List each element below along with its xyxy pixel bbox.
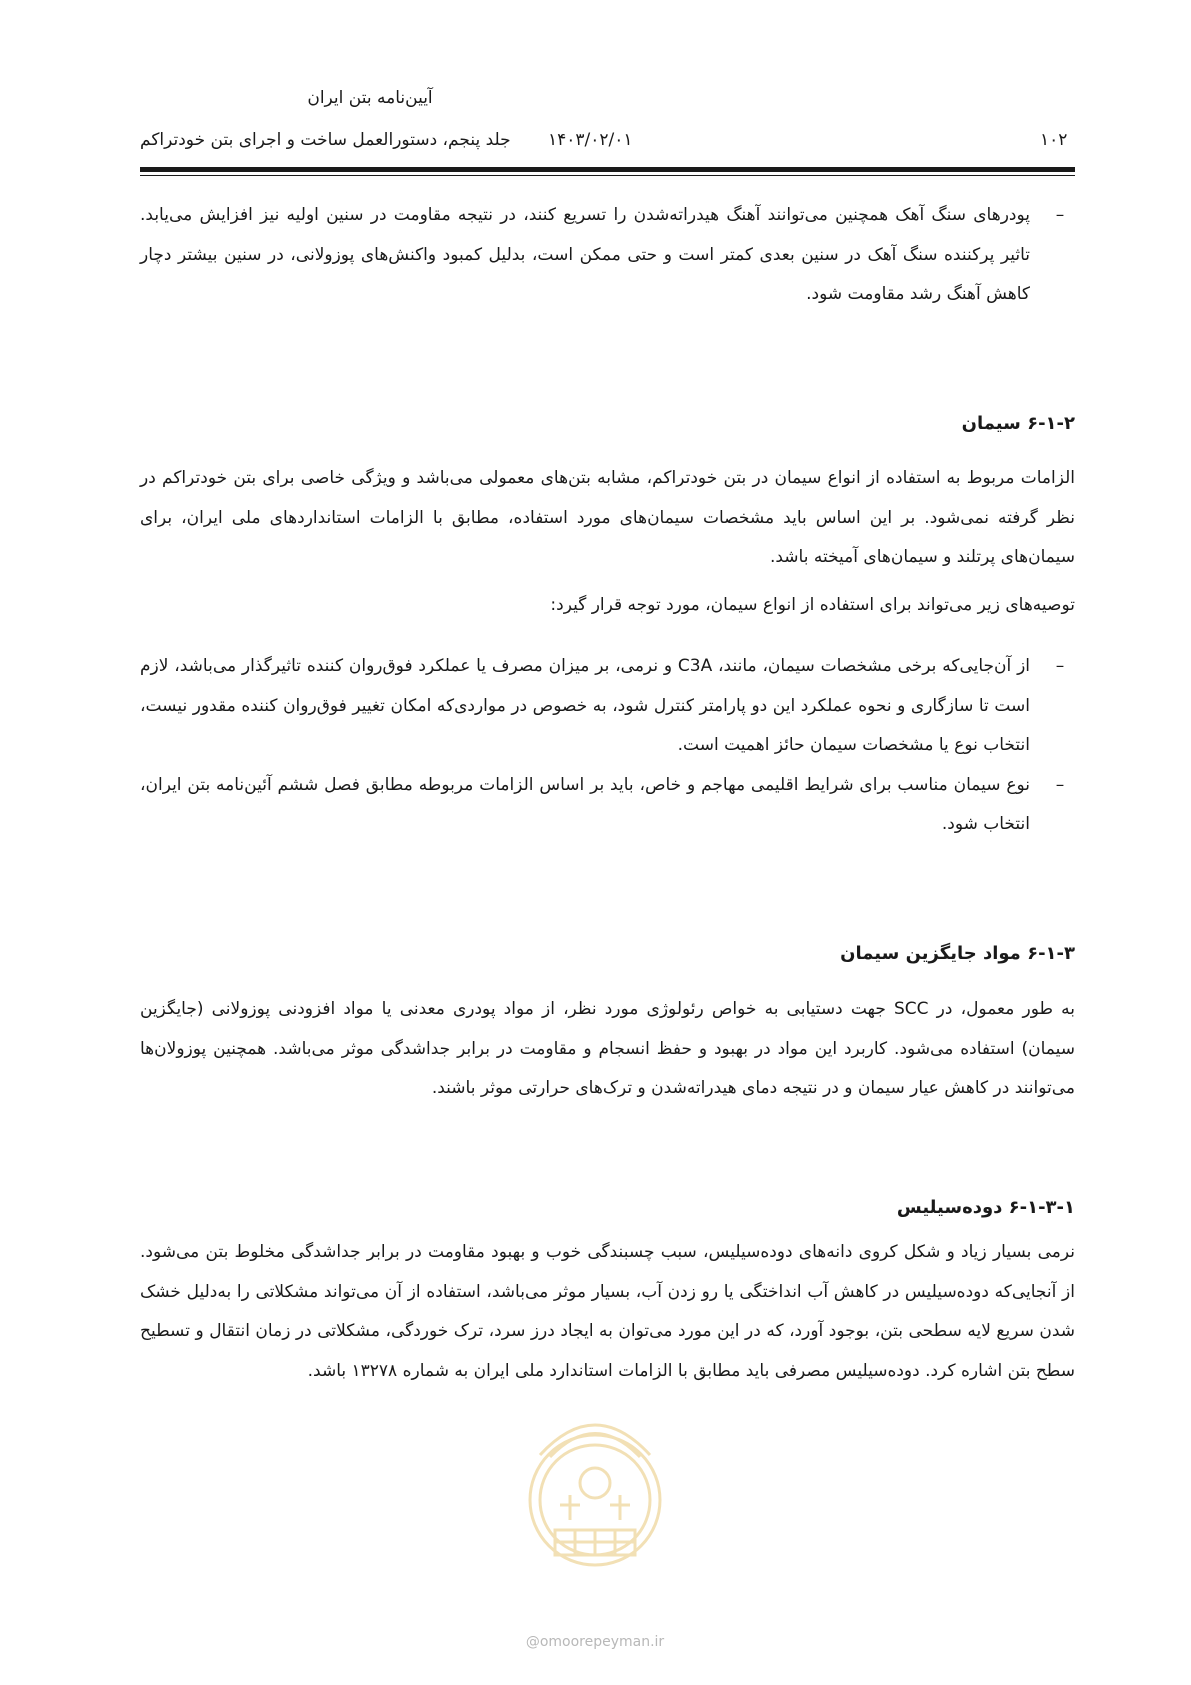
bullet-dash: – bbox=[1055, 656, 1065, 676]
cement-bullet-list bbox=[140, 647, 1075, 845]
list-item bbox=[140, 196, 1075, 315]
list-item bbox=[140, 647, 1075, 766]
header-rule-thick bbox=[140, 167, 1075, 172]
page-number: ۱۰۲ bbox=[1040, 130, 1068, 150]
bullet-text: از آن‌جایی‌که برخی مشخصات سیمان، مانند، C3A و نرمی، بر میزان مصرف یا عملکرد فوق‌روان کننده تاثیرگذار می‌باشد، لازم است تا سازگاری و نحوه عملکرد این دو پارامتر کنترل شود، به خصوص در مواردی‌که امکان تغییر فوق‌روان کننده مقدور نیست، انتخاب نوع یا مشخصات سیمان حائز اهمیت است. bbox=[140, 656, 1030, 755]
cement-paragraph: الزامات مربوط به استفاده از انواع سیمان در بتن خودتراکم، مشابه بتن‌های معمولی می‌باشد و ویژگی خاصی برای بتن خودتراکم در نظر گرفته نمی‌شود. بر این اساس باید مشخصات سیمان‌های مورد استفاده، مطابق با الزامات استانداردهای ملی ایران، برای سیمان‌های پرتلند و سیمان‌های آمیخته باشد. bbox=[140, 468, 1075, 567]
section-heading-cement: ۶-۱-۲ سیمان bbox=[961, 413, 1075, 434]
scm-paragraph: به طور معمول، در SCC جهت دستیابی به خواص رئولوژی مورد نظر، از مواد پودری معدنی یا مواد افزودنی پوزولانی (جایگزین سیمان) استفاده می‌شود. کاربرد این مواد در بهبود و حفظ انسجام و مقاومت در برابر جداشدگی موثر می‌باشد. همچنین پوزولان‌ها می‌توانند در کاهش عیار سیمان و در نتیجه دمای هیدراته‌شدن و ترک‌های حرارتی موثر باشند. bbox=[140, 999, 1075, 1098]
intro-bullet-list bbox=[140, 196, 1075, 315]
silica-fume-paragraph: نرمی بسیار زیاد و شکل کروی دانه‌های دوده‌سیلیس، سبب چسبندگی خوب و بهبود مقاومت در برابر جداشدگی مخلوط بتن می‌شود. از آنجایی‌که دوده‌سیلیس در کاهش آب انداختگی یا رو زدن آب، بسیار موثر می‌باشد، استفاده از آن می‌تواند مشکلاتی را به‌دلیل خشک شدن سریع لایه سطحی بتن، بوجود آورد، که در این مورد می‌توان به ایجاد درز سرد، ترک خوردگی، مشکلاتی در زمان انتقال و تسطیح سطح بتن اشاره کرد. دوده‌سیلیس مصرفی باید مطابق با الزامات استاندارد ملی ایران به شماره ۱۳۲۷۸ باشد. bbox=[140, 1242, 1075, 1381]
header-rule-thin bbox=[140, 175, 1075, 176]
bullet-text: نوع سیمان مناسب برای شرایط اقلیمی مهاجم و خاص، باید بر اساس الزامات مربوطه مطابق فصل ششم آئین‌نامه بتن ایران، انتخاب شود. bbox=[140, 774, 1030, 834]
book-title: آیین‌نامه بتن ایران bbox=[307, 88, 433, 108]
bullet-text: پودرهای سنگ آهک همچنین می‌توانند آهنگ هیدراته‌شدن را تسریع کنند، در نتیجه مقاومت در سنین اولیه نیز افزایش می‌یابد. تاثیر پرکننده سنگ آهک در سنین بعدی کمتر است و حتی ممکن است، بدلیل کمبود واکنش‌های پوزولانی، در سنین بیشتر دچار کاهش آهنگ رشد مقاومت شود. bbox=[140, 205, 1030, 304]
bullet-dash: – bbox=[1055, 774, 1065, 795]
cement-intro-line: توصیه‌های زیر می‌تواند برای استفاده از انواع سیمان، مورد توجه قرار گیرد: bbox=[550, 595, 1075, 615]
edition-date: ۱۴۰۳/۰۲/۰۱ bbox=[548, 130, 633, 150]
watermark-handle: @omoorepeyman.ir bbox=[525, 1634, 665, 1650]
list-item bbox=[140, 766, 1075, 845]
section-heading-silica-fume: ۶-۱-۳-۱ دوده‌سیلیس bbox=[896, 1197, 1075, 1218]
publisher-logo-watermark bbox=[520, 1395, 670, 1580]
bullet-dash: – bbox=[1055, 205, 1065, 225]
volume-title: جلد پنجم، دستورالعمل ساخت و اجرای بتن خودتراکم bbox=[140, 130, 511, 150]
section-heading-scm: ۶-۱-۳ مواد جایگزین سیمان bbox=[840, 943, 1075, 964]
